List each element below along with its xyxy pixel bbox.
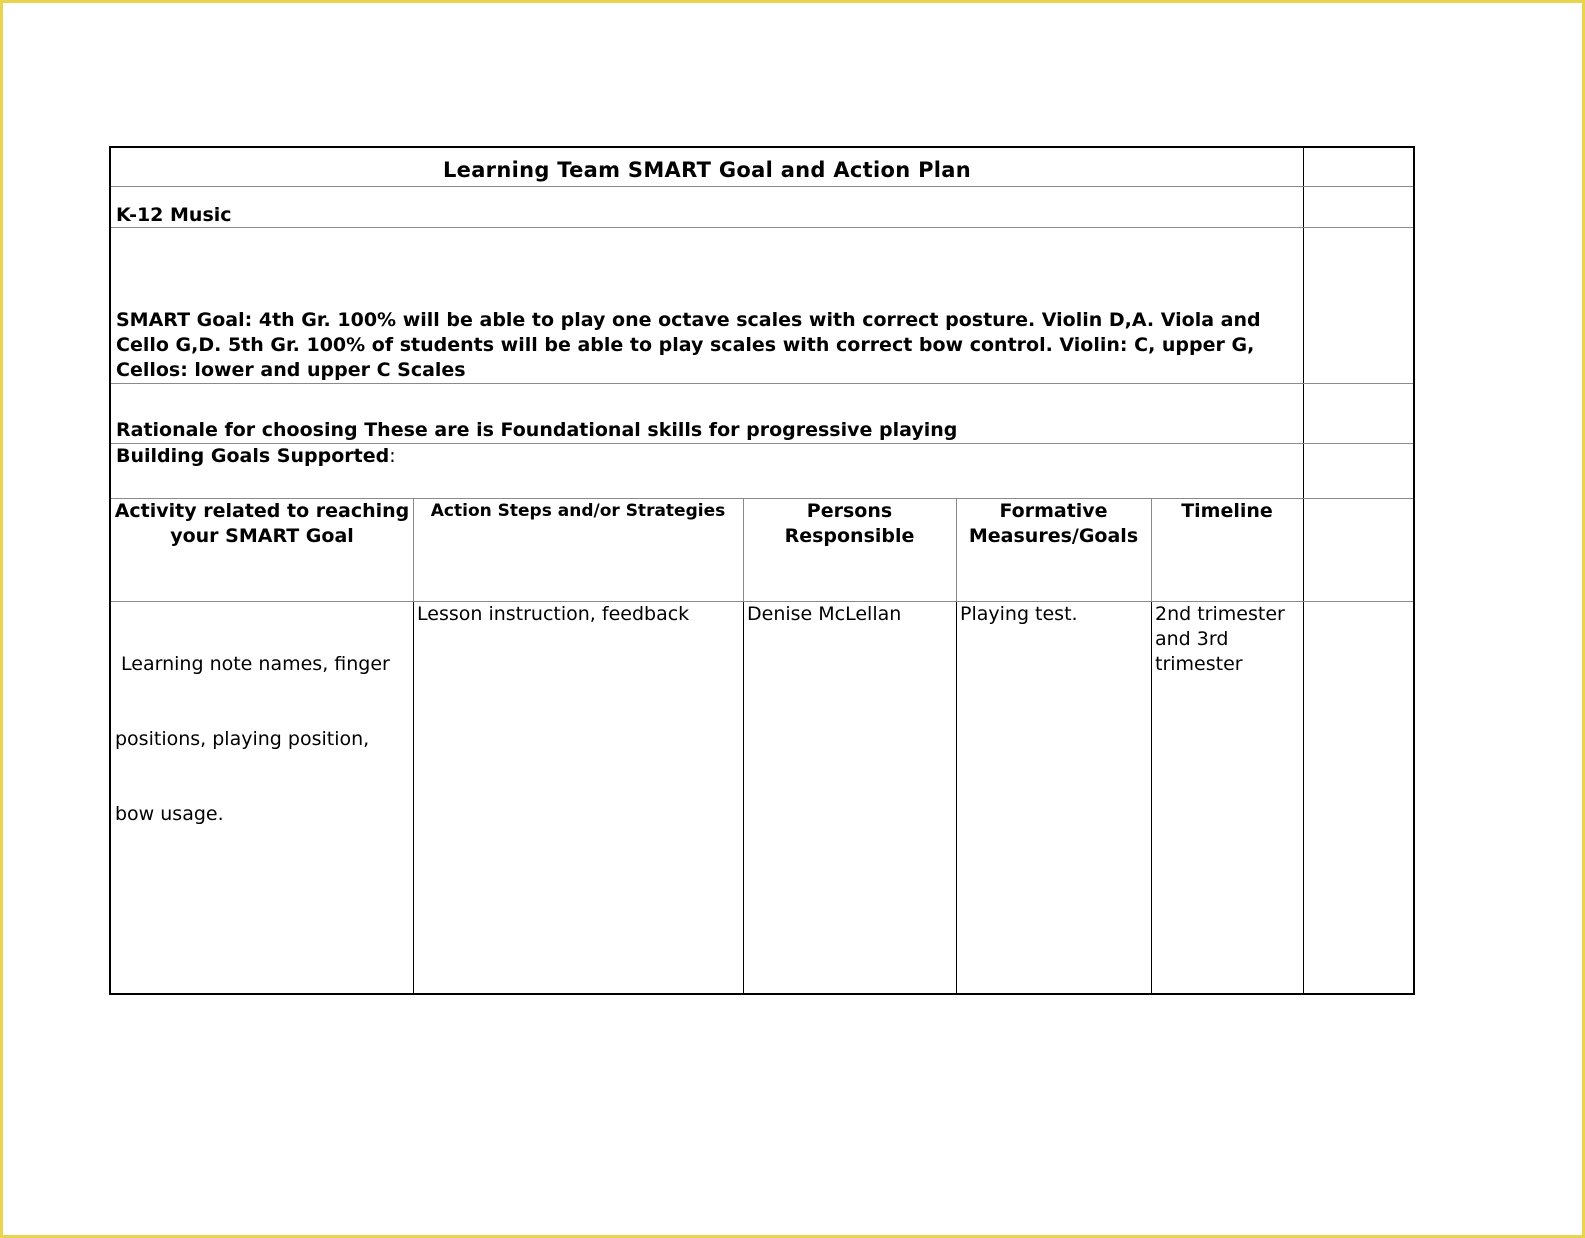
cell-formative: Playing test. [960,603,1078,625]
building-goals-row [111,444,1413,499]
subject-row [111,187,1413,228]
cell-timeline-line: trimester [1155,653,1243,675]
smart-goal-line: SMART Goal: 4th Gr. 100% will be able to play one octave scales with correct posture. Violin D,A. Viola and [116,309,1261,331]
table-row [111,602,1413,993]
title-row [111,148,1413,187]
header-activity-line: your SMART Goal [170,525,354,547]
header-activity-line: Activity related to reaching [114,500,410,522]
rationale-row [111,384,1413,444]
header-timeline: Timeline [1181,500,1273,522]
table-header-row [111,499,1413,602]
header-action-steps: Action Steps and/or Strategies [430,501,726,521]
cell-activity-line: positions, playing position, [115,728,370,750]
smart-goal-line: Cello G,D. 5th Gr. 100% of students will be able to play scales with correct bow control. Violin: C, upper G, [116,334,1255,356]
cell-timeline-line: 2nd trimester [1155,603,1285,625]
smart-goal-line: Cellos: lower and upper C Scales [116,359,466,381]
cell-persons: Denise McLellan [747,603,902,625]
smart-goal-text [116,308,1296,383]
header-formative [956,499,1151,549]
rationale-text: Rationale for choosing These are is Foundational skills for progressive playing [116,419,958,441]
header-persons-line: Responsible [784,525,915,547]
smart-goal-row [111,228,1413,384]
col-divider [956,602,957,993]
action-plan-sheet [109,146,1415,995]
document-title: Learning Team SMART Goal and Action Plan [442,158,972,182]
cell-activity-line: bow usage. [115,803,224,825]
cell-timeline-line: and 3rd [1155,628,1229,650]
cell-action-steps: Lesson instruction, feedback [417,603,690,625]
subject-label: K-12 Music [116,204,232,226]
header-persons-line: Persons [806,500,893,522]
building-goals-label: Building Goals Supported [116,445,390,467]
building-goals-colon: : [389,445,396,467]
header-formative-line: Formative [999,500,1108,522]
col-divider [413,602,414,993]
header-activity [111,499,413,549]
cell-timeline [1151,602,1303,677]
header-formative-line: Measures/Goals [968,525,1139,547]
cell-activity-line: Learning note names, finger [115,653,390,675]
building-goals-text [116,444,396,469]
cell-activity [111,602,413,877]
col-divider [743,602,744,993]
header-persons [743,499,956,549]
